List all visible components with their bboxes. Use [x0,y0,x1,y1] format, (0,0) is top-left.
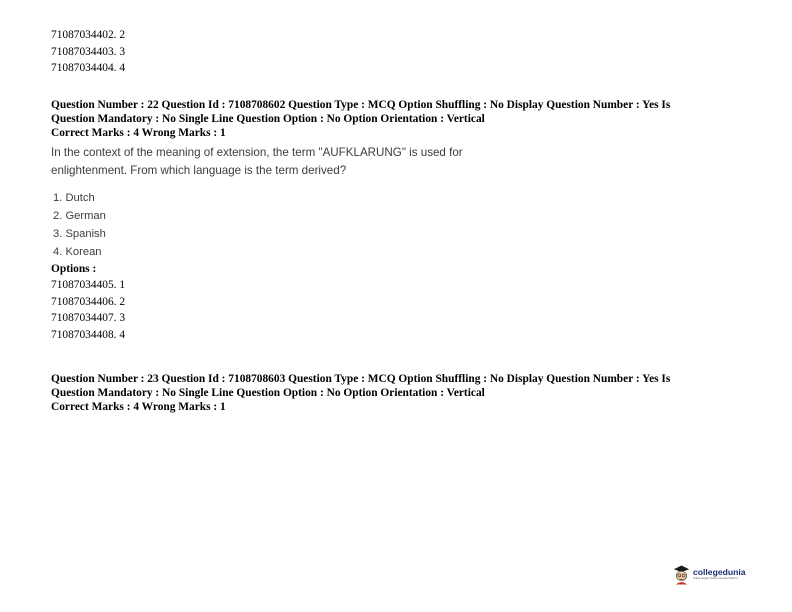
logo-name: collegedunia [693,566,746,577]
option-id-line: 71087034408. 4 [51,328,126,341]
collegedunia-logo [672,560,760,588]
previous-question-option-ids [51,27,125,77]
option-id-line: 71087034404. 4 [51,62,126,74]
question-23-block [51,372,751,415]
option-id-line: 71087034405. 1 [51,279,126,292]
question-22-marks: Correct Marks : 4 Wrong Marks : 1 [51,127,226,140]
choice-german: 2. German [53,209,106,222]
question-22-option-ids [51,277,751,343]
question-23-marks: Correct Marks : 4 Wrong Marks : 1 [51,401,226,414]
question-22-text [51,144,751,180]
choice-dutch: 1. Dutch [53,191,95,204]
mascot-icon [672,563,691,585]
question-22-block [51,98,751,343]
choice-spanish: 3. Spanish [53,228,106,241]
question-22-text-line-2: enlightenment. From which language is the term derived? [51,163,347,177]
choice-korean: 4. Korean [53,246,102,259]
option-id-line: 71087034402. 2 [51,29,126,41]
options-label: Options : [51,263,97,276]
question-22-text-line-1: In the context of the meaning of extension, the term "AUFKLARUNG" is used for [51,145,463,159]
question-22-choices [53,189,751,262]
logo-tagline: India's largest Student Review Platform [693,576,739,580]
option-id-line: 71087034407. 3 [51,312,126,325]
question-22-header-line-1: Question Number : 22 Question Id : 7108708602 Question Type : MCQ Option Shuffling : No Display Question Number : Yes Is [51,99,671,111]
question-23-header-line-1: Question Number : 23 Question Id : 7108708603 Question Type : MCQ Option Shuffling : No Display Question Number : Yes Is [51,373,671,385]
question-23-header-line-2: Question Mandatory : No Single Line Question Option : No Option Orientation : Vertical [51,387,485,400]
option-id-line: 71087034406. 2 [51,295,126,308]
option-id-line: 71087034403. 3 [51,45,126,58]
question-22-header-line-2: Question Mandatory : No Single Line Question Option : No Option Orientation : Vertical [51,113,485,126]
